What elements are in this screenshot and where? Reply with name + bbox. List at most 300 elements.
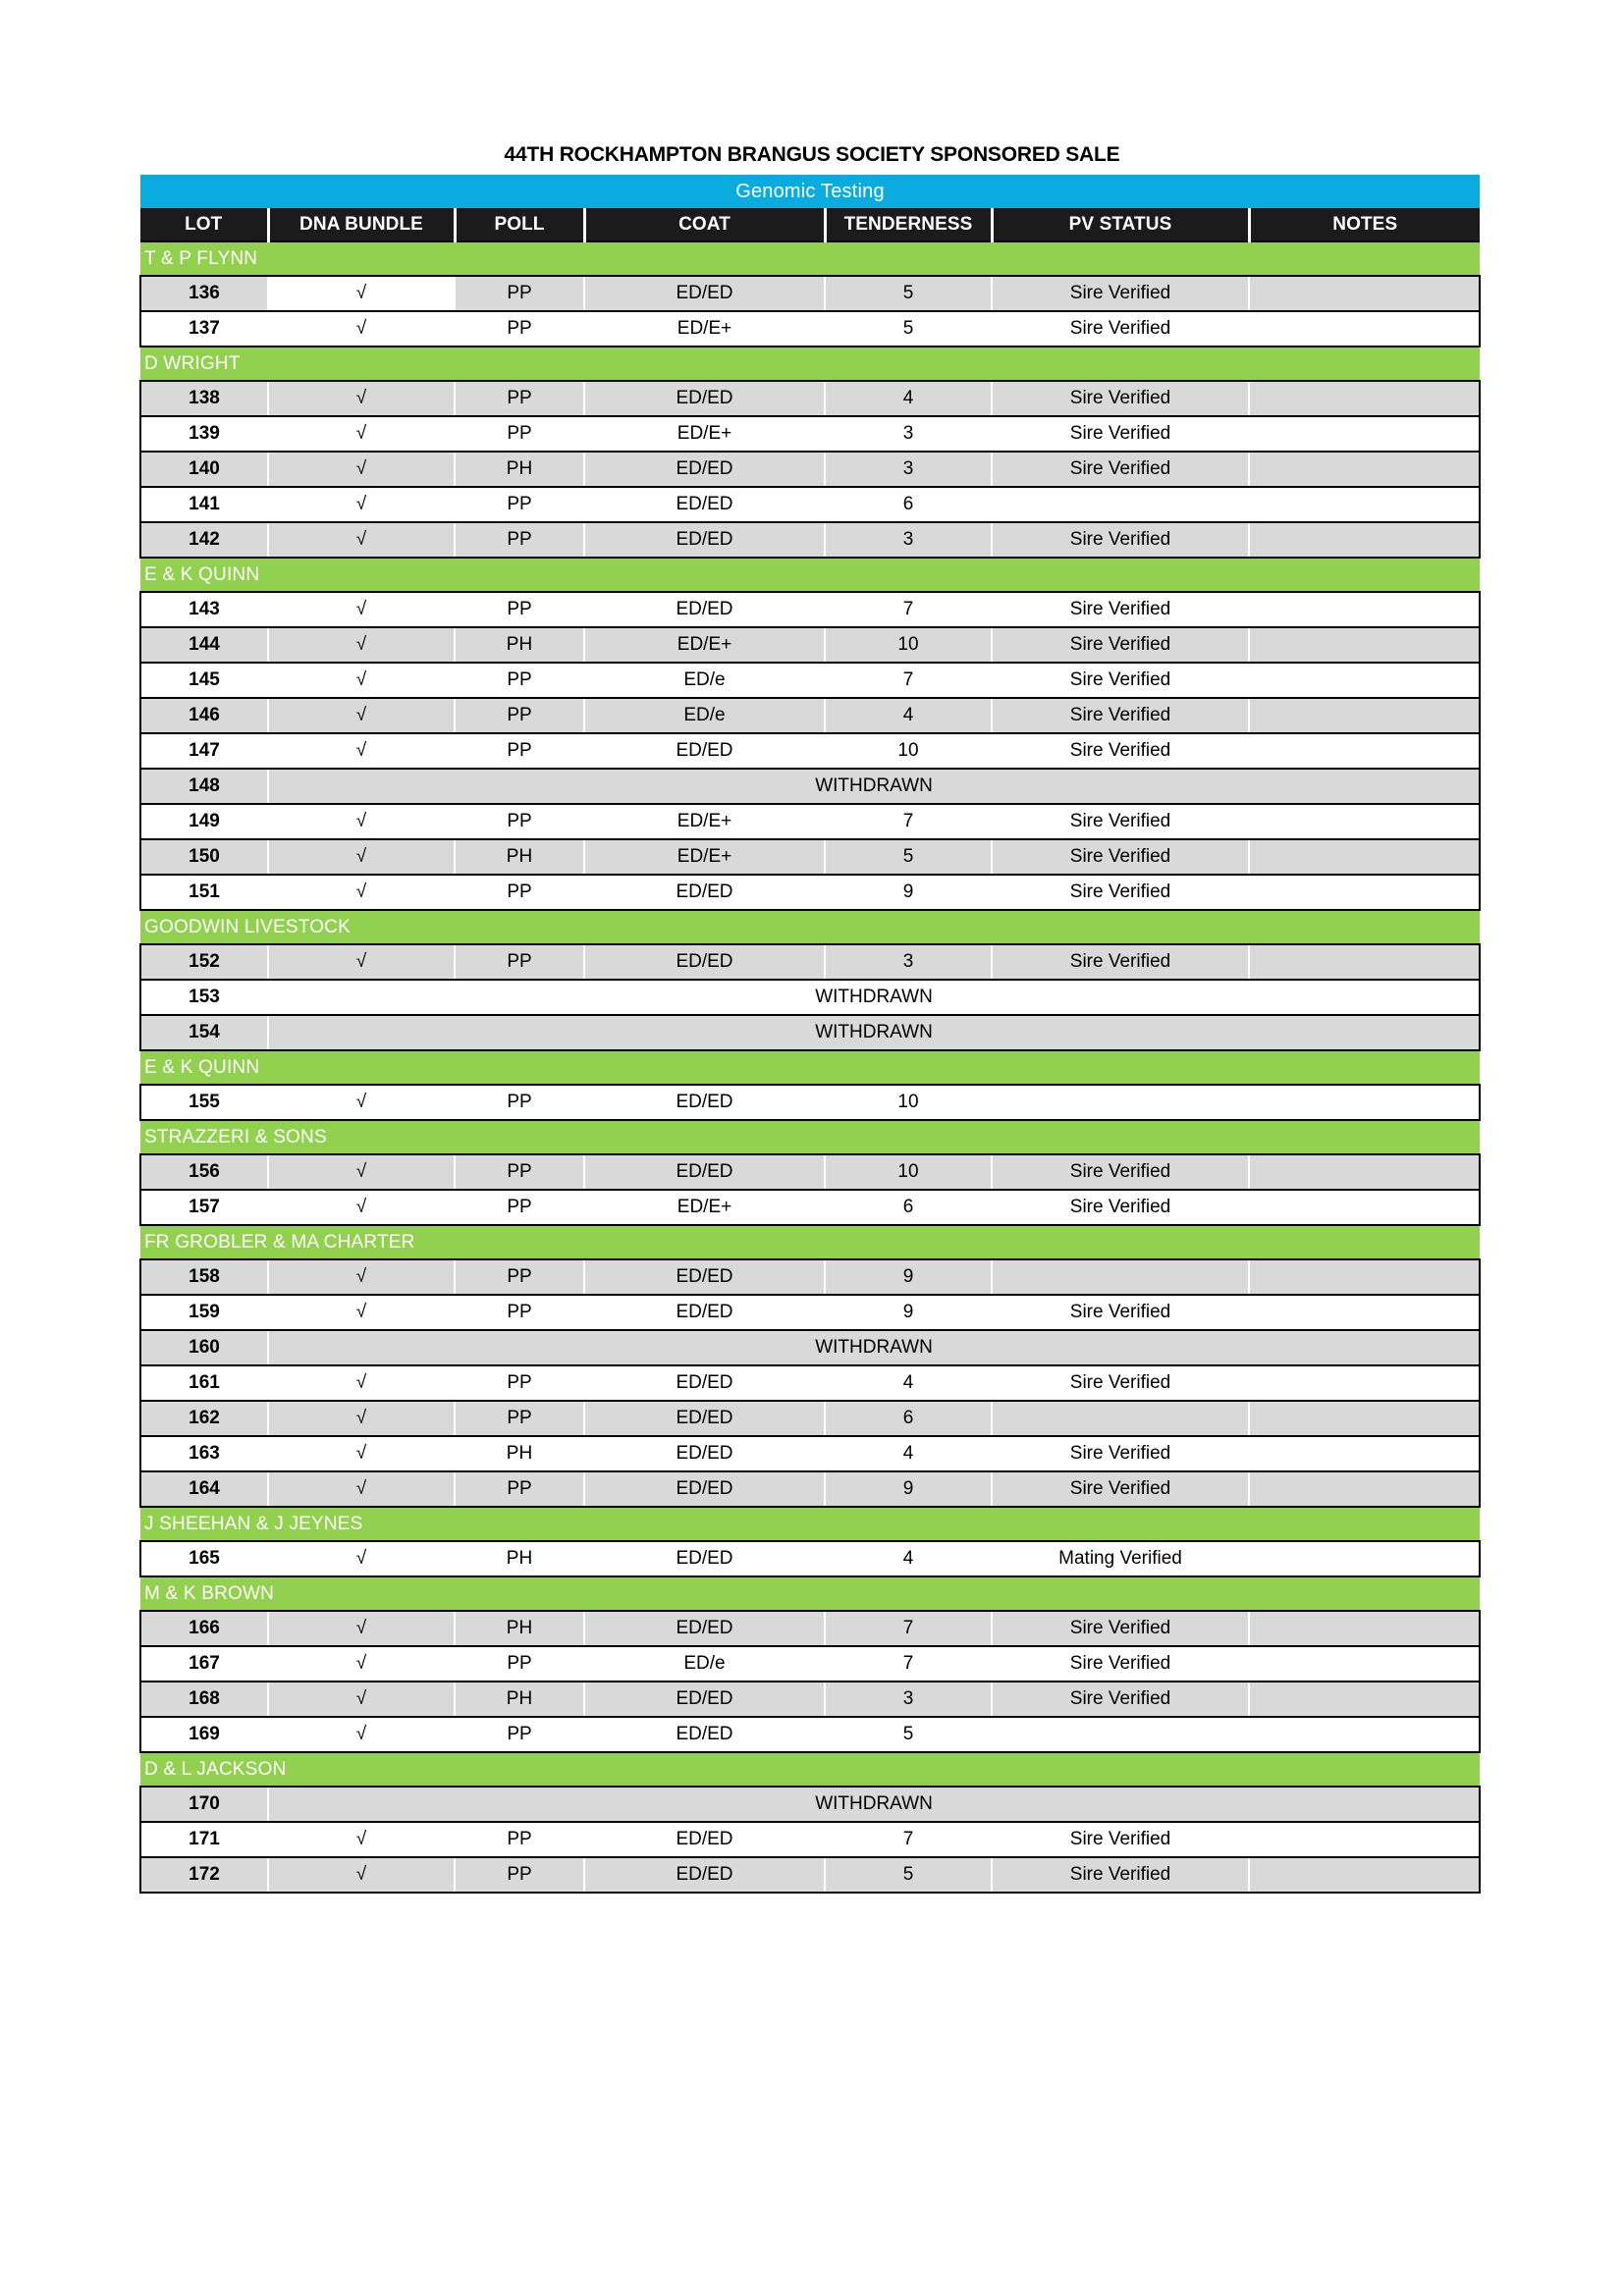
table-row [140,663,1480,698]
pv-status-cell: Sire Verified [992,1682,1249,1717]
dna-bundle-cell: √ [268,1190,455,1225]
dna-bundle-cell: √ [268,416,455,452]
lot-number-cell: 172 [140,1857,268,1893]
coat-cell: ED/ED [584,944,825,980]
coat-cell: ED/ED [584,1401,825,1436]
table-row [140,1295,1480,1330]
dna-bundle-cell: √ [268,663,455,698]
pv-status-cell: Sire Verified [992,452,1249,487]
poll-cell: PP [455,1085,584,1120]
dna-bundle-cell: √ [268,804,455,839]
table-row [140,733,1480,769]
tenderness-cell: 5 [825,1857,992,1893]
lot-number-cell: 161 [140,1365,268,1401]
lot-number-cell: 139 [140,416,268,452]
vendor-name: STRAZZERI & SONS [140,1120,1480,1154]
table-row [140,1787,1480,1822]
table-row [140,1541,1480,1576]
dna-bundle-cell: √ [268,1401,455,1436]
poll-cell: PP [455,592,584,627]
lot-number-cell: 141 [140,487,268,522]
table-row [140,1682,1480,1717]
vendor-name: M & K BROWN [140,1576,1480,1611]
tenderness-cell: 5 [825,1717,992,1752]
lot-number-cell: 138 [140,381,268,416]
lot-number-cell: 137 [140,311,268,347]
table-head [140,175,1480,241]
tenderness-cell: 3 [825,416,992,452]
pv-status-cell: Sire Verified [992,522,1249,558]
table-row [140,875,1480,910]
notes-cell [1249,1365,1480,1401]
coat-cell: ED/e [584,663,825,698]
coat-cell: ED/E+ [584,804,825,839]
column-header-poll: POLL [455,208,584,241]
lot-number-cell: 160 [140,1330,268,1365]
pv-status-cell [992,1401,1249,1436]
pv-status-cell [992,1259,1249,1295]
pv-status-cell: Sire Verified [992,311,1249,347]
poll-cell: PP [455,1154,584,1190]
lot-number-cell: 152 [140,944,268,980]
poll-cell: PP [455,276,584,311]
dna-bundle-cell: √ [268,1085,455,1120]
lot-number-cell: 146 [140,698,268,733]
tenderness-cell: 7 [825,663,992,698]
lot-number-cell: 159 [140,1295,268,1330]
poll-cell: PP [455,804,584,839]
dna-bundle-cell: √ [268,592,455,627]
pv-status-cell: Sire Verified [992,1857,1249,1893]
table-row [140,592,1480,627]
lot-number-cell: 171 [140,1822,268,1857]
tenderness-cell: 4 [825,698,992,733]
coat-cell: ED/E+ [584,311,825,347]
poll-cell: PP [455,416,584,452]
tenderness-cell: 3 [825,1682,992,1717]
notes-cell [1249,487,1480,522]
lot-number-cell: 158 [140,1259,268,1295]
coat-cell: ED/ED [584,1717,825,1752]
pv-status-cell: Sire Verified [992,416,1249,452]
notes-cell [1249,1611,1480,1646]
vendor-section-header [140,558,1480,592]
notes-cell [1249,875,1480,910]
coat-cell: ED/ED [584,1436,825,1471]
lot-number-cell: 145 [140,663,268,698]
pv-status-cell: Sire Verified [992,627,1249,663]
vendor-name: GOODWIN LIVESTOCK [140,910,1480,944]
notes-cell [1249,381,1480,416]
tenderness-cell: 4 [825,1436,992,1471]
notes-cell [1249,1401,1480,1436]
banner-row [140,175,1480,208]
tenderness-cell: 10 [825,627,992,663]
lot-number-cell: 143 [140,592,268,627]
coat-cell: ED/ED [584,276,825,311]
notes-cell [1249,1295,1480,1330]
coat-cell: ED/ED [584,1857,825,1893]
lot-number-cell: 142 [140,522,268,558]
dna-bundle-cell: √ [268,698,455,733]
lot-number-cell: 147 [140,733,268,769]
tenderness-cell: 7 [825,1611,992,1646]
tenderness-cell: 10 [825,1154,992,1190]
dna-bundle-cell: √ [268,311,455,347]
table-row [140,276,1480,311]
tenderness-cell: 6 [825,1190,992,1225]
table-row [140,769,1480,804]
lot-number-cell: 156 [140,1154,268,1190]
table-row [140,944,1480,980]
pv-status-cell: Sire Verified [992,663,1249,698]
notes-cell [1249,1822,1480,1857]
pv-status-cell: Sire Verified [992,1154,1249,1190]
poll-cell: PP [455,1295,584,1330]
tenderness-cell: 10 [825,733,992,769]
withdrawn-cell: WITHDRAWN [268,980,1480,1015]
pv-status-cell [992,487,1249,522]
lot-number-cell: 157 [140,1190,268,1225]
dna-bundle-cell: √ [268,627,455,663]
notes-cell [1249,627,1480,663]
coat-cell: ED/ED [584,1365,825,1401]
poll-cell: PP [455,1190,584,1225]
lot-number-cell: 155 [140,1085,268,1120]
poll-cell: PH [455,1611,584,1646]
poll-cell: PH [455,1541,584,1576]
pv-status-cell: Sire Verified [992,944,1249,980]
tenderness-cell: 3 [825,452,992,487]
pv-status-cell: Sire Verified [992,276,1249,311]
notes-cell [1249,733,1480,769]
tenderness-cell: 7 [825,592,992,627]
notes-cell [1249,698,1480,733]
dna-bundle-cell: √ [268,487,455,522]
poll-cell: PP [455,698,584,733]
poll-cell: PH [455,1682,584,1717]
vendor-section-header [140,910,1480,944]
withdrawn-cell: WITHDRAWN [268,769,1480,804]
lot-number-cell: 163 [140,1436,268,1471]
dna-bundle-cell: √ [268,1541,455,1576]
genomic-testing-banner: Genomic Testing [140,175,1480,208]
lot-number-cell: 150 [140,839,268,875]
coat-cell: ED/ED [584,1471,825,1507]
lot-number-cell: 164 [140,1471,268,1507]
notes-cell [1249,1436,1480,1471]
lot-number-cell: 168 [140,1682,268,1717]
pv-status-cell: Sire Verified [992,1822,1249,1857]
notes-cell [1249,1682,1480,1717]
coat-cell: ED/ED [584,1541,825,1576]
dna-bundle-cell: √ [268,452,455,487]
table-row [140,1436,1480,1471]
tenderness-cell: 7 [825,1822,992,1857]
tenderness-cell: 4 [825,1541,992,1576]
table-row [140,980,1480,1015]
poll-cell: PP [455,1471,584,1507]
lot-number-cell: 162 [140,1401,268,1436]
coat-cell: ED/ED [584,592,825,627]
pv-status-cell: Sire Verified [992,1436,1249,1471]
table-row [140,1822,1480,1857]
table-row [140,1190,1480,1225]
table-row [140,381,1480,416]
lot-number-cell: 148 [140,769,268,804]
notes-cell [1249,522,1480,558]
coat-cell: ED/ED [584,381,825,416]
coat-cell: ED/ED [584,875,825,910]
table-row [140,1717,1480,1752]
table-row [140,1330,1480,1365]
pv-status-cell [992,1717,1249,1752]
dna-bundle-cell: √ [268,1822,455,1857]
notes-cell [1249,1646,1480,1682]
poll-cell: PH [455,1436,584,1471]
poll-cell: PP [455,1857,584,1893]
table-row [140,1015,1480,1050]
tenderness-cell: 6 [825,1401,992,1436]
tenderness-cell: 3 [825,944,992,980]
dna-bundle-cell: √ [268,1295,455,1330]
table-row [140,452,1480,487]
pv-status-cell: Sire Verified [992,1646,1249,1682]
pv-status-cell: Mating Verified [992,1541,1249,1576]
poll-cell: PH [455,452,584,487]
table-row [140,1259,1480,1295]
page-title: 44TH ROCKHAMPTON BRANGUS SOCIETY SPONSORED SALE [504,143,1120,166]
tenderness-cell: 9 [825,875,992,910]
poll-cell: PP [455,1646,584,1682]
tenderness-cell: 9 [825,1471,992,1507]
notes-cell [1249,944,1480,980]
tenderness-cell: 7 [825,804,992,839]
poll-cell: PH [455,839,584,875]
lot-number-cell: 144 [140,627,268,663]
lot-number-cell: 136 [140,276,268,311]
notes-cell [1249,1857,1480,1893]
poll-cell: PP [455,1365,584,1401]
notes-cell [1249,311,1480,347]
notes-cell [1249,1259,1480,1295]
vendor-name: J SHEEHAN & J JEYNES [140,1507,1480,1541]
column-header-row [140,208,1480,241]
coat-cell: ED/e [584,698,825,733]
dna-bundle-cell: √ [268,733,455,769]
pv-status-cell: Sire Verified [992,875,1249,910]
withdrawn-cell: WITHDRAWN [268,1787,1480,1822]
notes-cell [1249,1154,1480,1190]
coat-cell: ED/ED [584,1611,825,1646]
dna-bundle-cell: √ [268,1436,455,1471]
coat-cell: ED/ED [584,522,825,558]
table-row [140,522,1480,558]
tenderness-cell: 3 [825,522,992,558]
table-row [140,1365,1480,1401]
table-row [140,1646,1480,1682]
table-row [140,839,1480,875]
vendor-section-header [140,1576,1480,1611]
poll-cell: PH [455,627,584,663]
tenderness-cell: 4 [825,1365,992,1401]
coat-cell: ED/e [584,1646,825,1682]
pv-status-cell: Sire Verified [992,698,1249,733]
pv-status-cell: Sire Verified [992,733,1249,769]
notes-cell [1249,1717,1480,1752]
notes-cell [1249,1085,1480,1120]
dna-bundle-cell: √ [268,944,455,980]
poll-cell: PP [455,1822,584,1857]
column-header-pv-status: PV STATUS [992,208,1249,241]
table-body [140,241,1480,1893]
lot-number-cell: 153 [140,980,268,1015]
lot-number-cell: 169 [140,1717,268,1752]
tenderness-cell: 7 [825,1646,992,1682]
vendor-name: D WRIGHT [140,347,1480,381]
coat-cell: ED/ED [584,1154,825,1190]
lot-number-cell: 151 [140,875,268,910]
poll-cell: PP [455,487,584,522]
coat-cell: ED/E+ [584,1190,825,1225]
coat-cell: ED/E+ [584,627,825,663]
poll-cell: PP [455,522,584,558]
coat-cell: ED/ED [584,1085,825,1120]
vendor-section-header [140,347,1480,381]
withdrawn-cell: WITHDRAWN [268,1330,1480,1365]
pv-status-cell [992,1085,1249,1120]
tenderness-cell: 9 [825,1259,992,1295]
notes-cell [1249,452,1480,487]
tenderness-cell: 9 [825,1295,992,1330]
dna-bundle-cell: √ [268,875,455,910]
dna-bundle-cell: √ [268,1682,455,1717]
dna-bundle-cell: √ [268,1611,455,1646]
notes-cell [1249,1541,1480,1576]
coat-cell: ED/ED [584,1259,825,1295]
notes-cell [1249,1471,1480,1507]
vendor-section-header [140,1752,1480,1787]
notes-cell [1249,663,1480,698]
table-row [140,1471,1480,1507]
lot-number-cell: 166 [140,1611,268,1646]
table-row [140,804,1480,839]
dna-bundle-cell: √ [268,1259,455,1295]
tenderness-cell: 10 [825,1085,992,1120]
vendor-section-header [140,241,1480,276]
table-row [140,416,1480,452]
vendor-section-header [140,1120,1480,1154]
poll-cell: PP [455,1401,584,1436]
table-row [140,487,1480,522]
vendor-name: T & P FLYNN [140,241,1480,276]
vendor-name: FR GROBLER & MA CHARTER [140,1225,1480,1259]
column-header-lot: LOT [140,208,268,241]
dna-bundle-cell: √ [268,1857,455,1893]
poll-cell: PP [455,311,584,347]
pv-status-cell: Sire Verified [992,381,1249,416]
table-row [140,1611,1480,1646]
notes-cell [1249,276,1480,311]
lot-number-cell: 154 [140,1015,268,1050]
pv-status-cell: Sire Verified [992,1611,1249,1646]
lot-number-cell: 140 [140,452,268,487]
tenderness-cell: 5 [825,839,992,875]
dna-bundle-cell: √ [268,1471,455,1507]
dna-bundle-cell: √ [268,522,455,558]
poll-cell: PP [455,663,584,698]
poll-cell: PP [455,1717,584,1752]
notes-cell [1249,804,1480,839]
coat-cell: ED/ED [584,1822,825,1857]
coat-cell: ED/E+ [584,839,825,875]
dna-bundle-cell: √ [268,276,455,311]
table-row [140,698,1480,733]
withdrawn-cell: WITHDRAWN [268,1015,1480,1050]
tenderness-cell: 4 [825,381,992,416]
lot-number-cell: 149 [140,804,268,839]
lot-number-cell: 167 [140,1646,268,1682]
coat-cell: ED/E+ [584,416,825,452]
genomic-testing-table [139,175,1481,1894]
coat-cell: ED/ED [584,1295,825,1330]
dna-bundle-cell: √ [268,1154,455,1190]
table-row [140,627,1480,663]
sale-table-container [139,175,1479,1894]
pv-status-cell: Sire Verified [992,1190,1249,1225]
tenderness-cell: 5 [825,311,992,347]
coat-cell: ED/ED [584,1682,825,1717]
poll-cell: PP [455,944,584,980]
dna-bundle-cell: √ [268,1717,455,1752]
dna-bundle-cell: √ [268,1646,455,1682]
dna-bundle-cell: √ [268,381,455,416]
table-row [140,1085,1480,1120]
vendor-section-header [140,1507,1480,1541]
notes-cell [1249,416,1480,452]
column-header-dna-bundle: DNA BUNDLE [268,208,455,241]
table-row [140,1401,1480,1436]
notes-cell [1249,1190,1480,1225]
dna-bundle-cell: √ [268,839,455,875]
column-header-coat: COAT [584,208,825,241]
lot-number-cell: 170 [140,1787,268,1822]
poll-cell: PP [455,733,584,769]
poll-cell: PP [455,875,584,910]
vendor-section-header [140,1225,1480,1259]
table-row [140,1154,1480,1190]
vendor-name: D & L JACKSON [140,1752,1480,1787]
vendor-name: E & K QUINN [140,1050,1480,1085]
lot-number-cell: 165 [140,1541,268,1576]
pv-status-cell: Sire Verified [992,1471,1249,1507]
pv-status-cell: Sire Verified [992,1295,1249,1330]
vendor-name: E & K QUINN [140,558,1480,592]
column-header-tenderness: TENDERNESS [825,208,992,241]
tenderness-cell: 5 [825,276,992,311]
vendor-section-header [140,1050,1480,1085]
coat-cell: ED/ED [584,487,825,522]
pv-status-cell: Sire Verified [992,839,1249,875]
coat-cell: ED/ED [584,452,825,487]
column-header-notes: NOTES [1249,208,1480,241]
tenderness-cell: 6 [825,487,992,522]
notes-cell [1249,592,1480,627]
table-row [140,1857,1480,1893]
pv-status-cell: Sire Verified [992,804,1249,839]
notes-cell [1249,839,1480,875]
poll-cell: PP [455,381,584,416]
